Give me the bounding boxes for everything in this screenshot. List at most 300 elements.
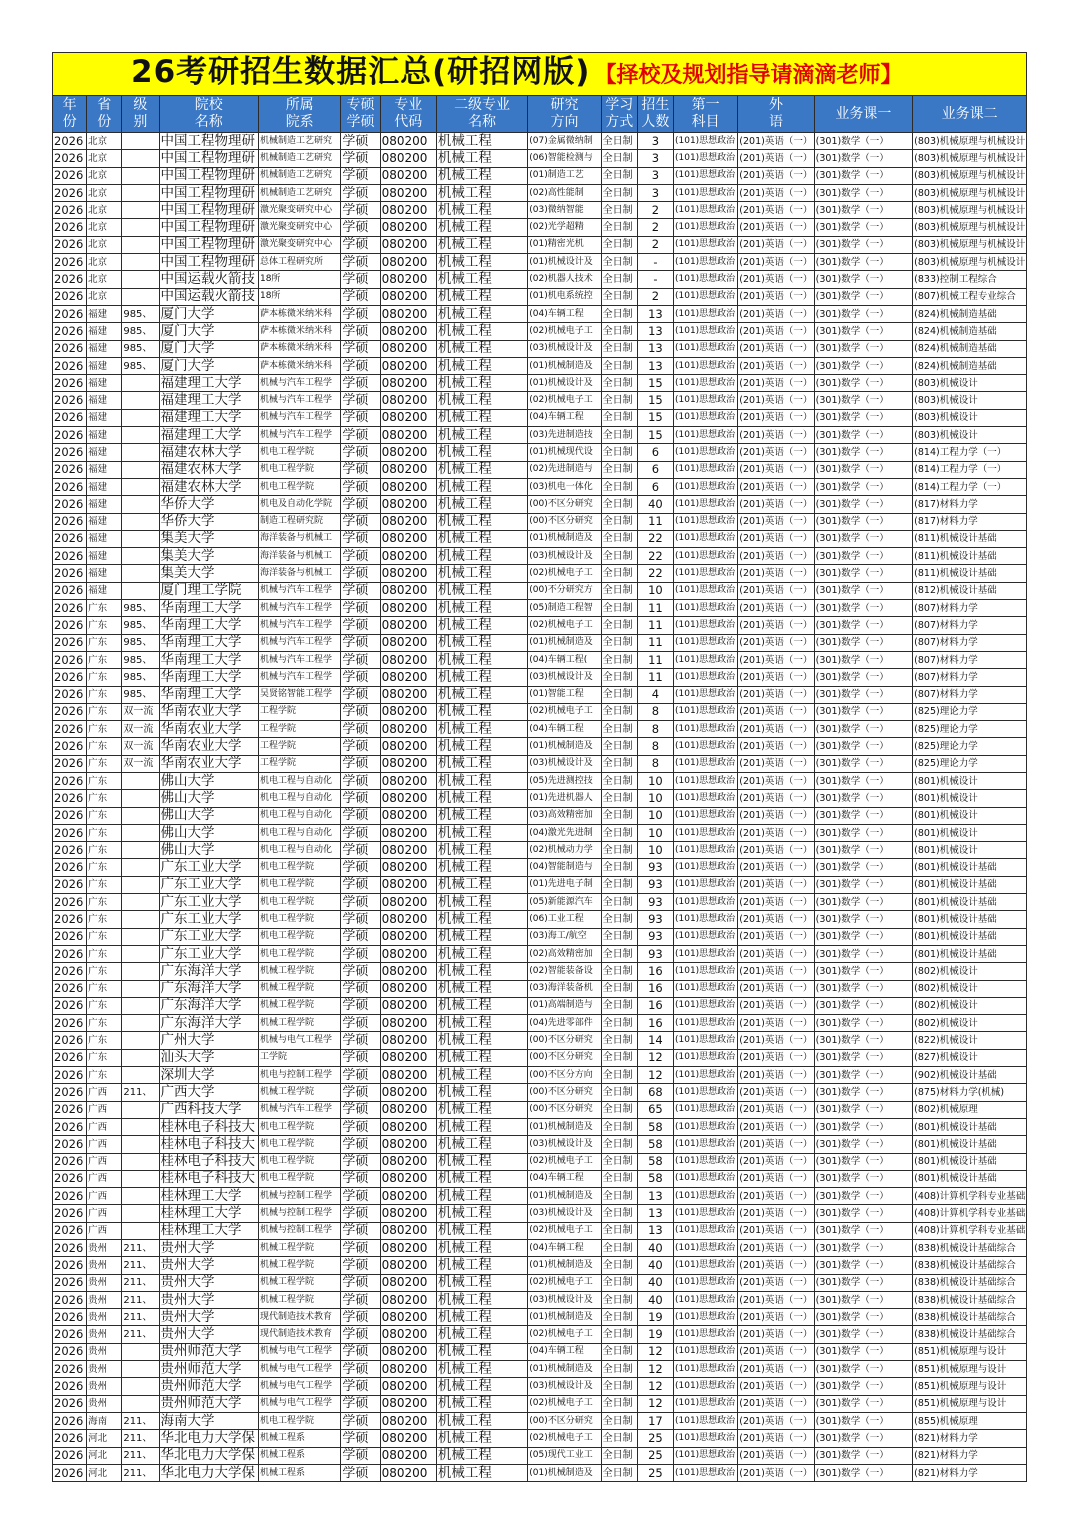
cell-course-one[interactable]: (301)数学（一） (814, 357, 912, 374)
cell-direction[interactable]: (04)车辆工程 (528, 305, 601, 322)
cell-course-one[interactable]: (301)数学（一） (814, 1170, 912, 1187)
cell-province[interactable]: 北京 (87, 254, 122, 271)
cell-study-mode[interactable]: 全日制 (601, 1084, 637, 1101)
cell-department[interactable]: 机械与汽车工程学 (258, 375, 340, 392)
cell-study-mode[interactable]: 全日制 (601, 945, 637, 962)
title-cell[interactable] (53, 53, 1027, 96)
cell-first-subject[interactable]: (101)思想政治 (673, 1170, 737, 1187)
cell-level[interactable] (122, 859, 159, 876)
cell-direction[interactable]: (01)机械制造及 (528, 634, 601, 651)
cell-year[interactable]: 2026 (53, 375, 87, 392)
cell-course-one[interactable]: (301)数学（一） (814, 340, 912, 357)
cell-department[interactable]: 萨本栋微米纳米科 (258, 340, 340, 357)
cell-level[interactable] (122, 409, 159, 426)
cell-level[interactable]: 985、 (122, 600, 159, 617)
cell-direction[interactable]: (03)机电一体化 (528, 478, 601, 495)
cell-study-mode[interactable]: 全日制 (601, 1343, 637, 1360)
cell-province[interactable]: 广东 (87, 945, 122, 962)
cell-degree-type[interactable]: 学硕 (341, 911, 380, 928)
cell-major-code[interactable]: 080200 (380, 980, 436, 997)
cell-province[interactable]: 贵州 (87, 1291, 122, 1308)
cell-foreign-language[interactable]: (201)英语（一） (738, 703, 814, 720)
cell-major-code[interactable]: 080200 (380, 530, 436, 547)
cell-course-one[interactable]: (301)数学（一） (814, 375, 912, 392)
cell-major[interactable]: 机械工程 (436, 236, 527, 253)
cell-major[interactable]: 机械工程 (436, 323, 527, 340)
cell-province[interactable]: 广西 (87, 1205, 122, 1222)
cell-degree-type[interactable]: 学硕 (341, 409, 380, 426)
cell-course-two[interactable]: (803)机械原理与机械设计 (913, 236, 1027, 253)
cell-level[interactable] (122, 894, 159, 911)
cell-first-subject[interactable]: (101)思想政治 (673, 997, 737, 1014)
cell-school[interactable]: 贵州大学 (159, 1257, 258, 1274)
cell-enroll-count[interactable]: 3 (637, 133, 673, 150)
cell-province[interactable]: 广西 (87, 1153, 122, 1170)
cell-first-subject[interactable]: (101)思想政治 (673, 634, 737, 651)
cell-major-code[interactable]: 080200 (380, 703, 436, 720)
cell-year[interactable]: 2026 (53, 1395, 87, 1412)
cell-year[interactable]: 2026 (53, 876, 87, 893)
cell-degree-type[interactable]: 学硕 (341, 703, 380, 720)
cell-degree-type[interactable]: 学硕 (341, 1395, 380, 1412)
cell-course-two[interactable]: (807)材料力学 (913, 600, 1027, 617)
cell-level[interactable] (122, 1118, 159, 1135)
cell-study-mode[interactable]: 全日制 (601, 375, 637, 392)
cell-direction[interactable]: (00)不区分研究 (528, 1032, 601, 1049)
cell-enroll-count[interactable]: 15 (637, 409, 673, 426)
cell-degree-type[interactable]: 学硕 (341, 461, 380, 478)
cell-level[interactable] (122, 807, 159, 824)
cell-year[interactable]: 2026 (53, 167, 87, 184)
cell-school[interactable]: 华北电力大学保 (159, 1430, 258, 1447)
cell-study-mode[interactable]: 全日制 (601, 1222, 637, 1239)
cell-course-two[interactable]: (821)材料力学 (913, 1464, 1027, 1481)
cell-major[interactable]: 机械工程 (436, 1395, 527, 1412)
cell-level[interactable]: 985、 (122, 323, 159, 340)
cell-direction[interactable]: (04)先进零部件 (528, 1015, 601, 1032)
cell-level[interactable]: 985、 (122, 357, 159, 374)
cell-level[interactable] (122, 288, 159, 305)
cell-year[interactable]: 2026 (53, 236, 87, 253)
cell-department[interactable]: 机械工程系 (258, 1464, 340, 1481)
cell-school[interactable]: 广西科技大学 (159, 1101, 258, 1118)
cell-direction[interactable]: (01)先进机器人 (528, 790, 601, 807)
cell-first-subject[interactable]: (101)思想政治 (673, 669, 737, 686)
cell-school[interactable]: 广东工业大学 (159, 911, 258, 928)
cell-first-subject[interactable]: (101)思想政治 (673, 375, 737, 392)
cell-department[interactable]: 机电工程学院 (258, 444, 340, 461)
cell-level[interactable]: 211、 (122, 1309, 159, 1326)
cell-study-mode[interactable]: 全日制 (601, 392, 637, 409)
cell-degree-type[interactable]: 学硕 (341, 202, 380, 219)
cell-study-mode[interactable]: 全日制 (601, 980, 637, 997)
cell-degree-type[interactable]: 学硕 (341, 1205, 380, 1222)
cell-major-code[interactable]: 080200 (380, 1464, 436, 1481)
cell-major[interactable]: 机械工程 (436, 582, 527, 599)
cell-direction[interactable]: (00)不区分研究 (528, 513, 601, 530)
cell-direction[interactable]: (03)机械设计及 (528, 1136, 601, 1153)
cell-school[interactable]: 广东工业大学 (159, 894, 258, 911)
cell-first-subject[interactable]: (101)思想政治 (673, 772, 737, 789)
cell-foreign-language[interactable]: (201)英语（一） (738, 945, 814, 962)
cell-school[interactable]: 华南理工大学 (159, 686, 258, 703)
cell-course-two[interactable]: (851)机械原理与设计 (913, 1378, 1027, 1395)
cell-level[interactable]: 985、 (122, 686, 159, 703)
cell-major-code[interactable]: 080200 (380, 582, 436, 599)
cell-major[interactable]: 机械工程 (436, 461, 527, 478)
cell-direction[interactable]: (04)车辆工程 (528, 1170, 601, 1187)
cell-major-code[interactable]: 080200 (380, 1101, 436, 1118)
cell-direction[interactable]: (01)智能工程 (528, 686, 601, 703)
cell-study-mode[interactable]: 全日制 (601, 1430, 637, 1447)
cell-department[interactable]: 激光聚变研究中心 (258, 202, 340, 219)
cell-department[interactable]: 萨本栋微米纳米科 (258, 357, 340, 374)
cell-study-mode[interactable]: 全日制 (601, 288, 637, 305)
header-direction[interactable] (528, 96, 601, 133)
cell-direction[interactable]: (02)机械电子工 (528, 1153, 601, 1170)
cell-major-code[interactable]: 080200 (380, 634, 436, 651)
cell-direction[interactable]: (03)机械设计及 (528, 1205, 601, 1222)
cell-level[interactable] (122, 1067, 159, 1084)
cell-degree-type[interactable]: 学硕 (341, 1309, 380, 1326)
cell-school[interactable]: 桂林理工大学 (159, 1188, 258, 1205)
cell-first-subject[interactable]: (101)思想政治 (673, 444, 737, 461)
cell-course-one[interactable]: (301)数学（一） (814, 1067, 912, 1084)
cell-province[interactable]: 北京 (87, 271, 122, 288)
cell-study-mode[interactable]: 全日制 (601, 1067, 637, 1084)
cell-level[interactable]: 985、 (122, 651, 159, 668)
cell-major-code[interactable]: 080200 (380, 150, 436, 167)
cell-study-mode[interactable]: 全日制 (601, 1257, 637, 1274)
cell-year[interactable]: 2026 (53, 859, 87, 876)
cell-enroll-count[interactable]: 11 (637, 651, 673, 668)
cell-degree-type[interactable]: 学硕 (341, 548, 380, 565)
cell-level[interactable] (122, 963, 159, 980)
cell-direction[interactable]: (01)机械设计及 (528, 254, 601, 271)
cell-foreign-language[interactable]: (201)英语（一） (738, 184, 814, 201)
cell-school[interactable]: 中国工程物理研 (159, 254, 258, 271)
cell-level[interactable]: 211、 (122, 1326, 159, 1343)
cell-province[interactable]: 北京 (87, 202, 122, 219)
cell-school[interactable]: 中国工程物理研 (159, 184, 258, 201)
cell-direction[interactable]: (02)机械电子工 (528, 1274, 601, 1291)
cell-level[interactable]: 211、 (122, 1274, 159, 1291)
cell-degree-type[interactable]: 学硕 (341, 1257, 380, 1274)
cell-enroll-count[interactable]: 93 (637, 876, 673, 893)
cell-department[interactable]: 萨本栋微米纳米科 (258, 305, 340, 322)
cell-enroll-count[interactable]: 16 (637, 963, 673, 980)
cell-direction[interactable]: (02)高效精密加 (528, 945, 601, 962)
cell-department[interactable]: 机械工程学院 (258, 1291, 340, 1308)
cell-course-two[interactable]: (838)机械设计基础综合 (913, 1274, 1027, 1291)
cell-degree-type[interactable]: 学硕 (341, 928, 380, 945)
cell-foreign-language[interactable]: (201)英语（一） (738, 617, 814, 634)
cell-first-subject[interactable]: (101)思想政治 (673, 651, 737, 668)
cell-level[interactable] (122, 1153, 159, 1170)
cell-first-subject[interactable]: (101)思想政治 (673, 1447, 737, 1464)
cell-study-mode[interactable]: 全日制 (601, 236, 637, 253)
cell-department[interactable]: 机械与电气工程学 (258, 1343, 340, 1360)
cell-major-code[interactable]: 080200 (380, 686, 436, 703)
cell-degree-type[interactable]: 学硕 (341, 357, 380, 374)
cell-course-one[interactable]: (301)数学（一） (814, 1326, 912, 1343)
cell-department[interactable]: 机电工程学院 (258, 894, 340, 911)
cell-level[interactable]: 双一流 (122, 738, 159, 755)
cell-degree-type[interactable]: 学硕 (341, 184, 380, 201)
cell-level[interactable] (122, 150, 159, 167)
cell-school[interactable]: 福建理工大学 (159, 427, 258, 444)
cell-first-subject[interactable]: (101)思想政治 (673, 167, 737, 184)
cell-degree-type[interactable]: 学硕 (341, 651, 380, 668)
cell-foreign-language[interactable]: (201)英语（一） (738, 772, 814, 789)
cell-major[interactable]: 机械工程 (436, 357, 527, 374)
cell-school[interactable]: 广东海洋大学 (159, 980, 258, 997)
cell-foreign-language[interactable]: (201)英语（一） (738, 427, 814, 444)
cell-year[interactable]: 2026 (53, 686, 87, 703)
cell-study-mode[interactable]: 全日制 (601, 340, 637, 357)
cell-enroll-count[interactable]: 22 (637, 548, 673, 565)
cell-province[interactable]: 广东 (87, 824, 122, 841)
cell-study-mode[interactable]: 全日制 (601, 427, 637, 444)
cell-year[interactable]: 2026 (53, 392, 87, 409)
cell-course-one[interactable]: (301)数学（一） (814, 548, 912, 565)
cell-direction[interactable]: (01)机械制造及 (528, 1118, 601, 1135)
cell-course-one[interactable]: (301)数学（一） (814, 634, 912, 651)
cell-degree-type[interactable]: 学硕 (341, 1222, 380, 1239)
cell-province[interactable]: 广东 (87, 876, 122, 893)
cell-year[interactable]: 2026 (53, 790, 87, 807)
cell-major[interactable]: 机械工程 (436, 772, 527, 789)
cell-year[interactable]: 2026 (53, 565, 87, 582)
cell-year[interactable]: 2026 (53, 634, 87, 651)
cell-direction[interactable]: (04)车辆工程 (528, 1240, 601, 1257)
cell-school[interactable]: 桂林电子科技大 (159, 1118, 258, 1135)
cell-province[interactable]: 广东 (87, 980, 122, 997)
header-year[interactable] (53, 96, 87, 133)
cell-course-one[interactable]: (301)数学（一） (814, 1015, 912, 1032)
cell-province[interactable]: 广东 (87, 894, 122, 911)
cell-major-code[interactable]: 080200 (380, 305, 436, 322)
cell-year[interactable]: 2026 (53, 133, 87, 150)
cell-first-subject[interactable]: (101)思想政治 (673, 600, 737, 617)
cell-enroll-count[interactable]: 12 (637, 1049, 673, 1066)
cell-enroll-count[interactable]: 16 (637, 997, 673, 1014)
cell-course-one[interactable]: (301)数学（一） (814, 582, 912, 599)
cell-major-code[interactable]: 080200 (380, 772, 436, 789)
cell-course-one[interactable]: (301)数学（一） (814, 1222, 912, 1239)
cell-province[interactable]: 广东 (87, 911, 122, 928)
cell-enroll-count[interactable]: 19 (637, 1326, 673, 1343)
cell-level[interactable] (122, 133, 159, 150)
cell-enroll-count[interactable]: 25 (637, 1447, 673, 1464)
cell-level[interactable] (122, 444, 159, 461)
cell-study-mode[interactable]: 全日制 (601, 357, 637, 374)
cell-study-mode[interactable]: 全日制 (601, 219, 637, 236)
cell-major[interactable]: 机械工程 (436, 669, 527, 686)
cell-study-mode[interactable]: 全日制 (601, 1015, 637, 1032)
cell-department[interactable]: 机电及自动化学院 (258, 496, 340, 513)
cell-foreign-language[interactable]: (201)英语（一） (738, 271, 814, 288)
cell-year[interactable]: 2026 (53, 703, 87, 720)
cell-study-mode[interactable]: 全日制 (601, 686, 637, 703)
cell-level[interactable] (122, 1101, 159, 1118)
cell-province[interactable]: 广东 (87, 790, 122, 807)
cell-study-mode[interactable]: 全日制 (601, 963, 637, 980)
cell-course-two[interactable]: (811)机械设计基础 (913, 565, 1027, 582)
cell-department[interactable]: 机械工程学院 (258, 1257, 340, 1274)
cell-degree-type[interactable]: 学硕 (341, 513, 380, 530)
cell-degree-type[interactable]: 学硕 (341, 1049, 380, 1066)
cell-year[interactable]: 2026 (53, 478, 87, 495)
cell-direction[interactable]: (03)机械设计及 (528, 548, 601, 565)
cell-course-one[interactable]: (301)数学（一） (814, 305, 912, 322)
cell-province[interactable]: 广东 (87, 1067, 122, 1084)
cell-course-one[interactable]: (301)数学（一） (814, 1395, 912, 1412)
cell-first-subject[interactable]: (101)思想政治 (673, 1240, 737, 1257)
cell-major-code[interactable]: 080200 (380, 997, 436, 1014)
cell-course-one[interactable]: (301)数学（一） (814, 478, 912, 495)
cell-course-two[interactable]: (801)机械设计基础 (913, 1136, 1027, 1153)
cell-major[interactable]: 机械工程 (436, 1118, 527, 1135)
cell-first-subject[interactable]: (101)思想政治 (673, 703, 737, 720)
cell-foreign-language[interactable]: (201)英语（一） (738, 1361, 814, 1378)
cell-first-subject[interactable]: (101)思想政治 (673, 565, 737, 582)
cell-course-two[interactable]: (807)机械工程专业综合 (913, 288, 1027, 305)
cell-province[interactable]: 广东 (87, 600, 122, 617)
cell-study-mode[interactable]: 全日制 (601, 790, 637, 807)
cell-school[interactable]: 华南农业大学 (159, 755, 258, 772)
cell-major[interactable]: 机械工程 (436, 1170, 527, 1187)
cell-first-subject[interactable]: (101)思想政治 (673, 496, 737, 513)
cell-province[interactable]: 福建 (87, 513, 122, 530)
cell-school[interactable]: 佛山大学 (159, 772, 258, 789)
cell-department[interactable]: 工程学院 (258, 721, 340, 738)
cell-major[interactable]: 机械工程 (436, 409, 527, 426)
cell-school[interactable]: 桂林理工大学 (159, 1222, 258, 1239)
cell-year[interactable]: 2026 (53, 1378, 87, 1395)
cell-enroll-count[interactable]: 13 (637, 1205, 673, 1222)
cell-direction[interactable]: (02)先进制造与 (528, 461, 601, 478)
cell-department[interactable]: 机械工程学院 (258, 1084, 340, 1101)
cell-foreign-language[interactable]: (201)英语（一） (738, 254, 814, 271)
cell-province[interactable]: 广东 (87, 928, 122, 945)
cell-level[interactable]: 211、 (122, 1291, 159, 1308)
cell-first-subject[interactable]: (101)思想政治 (673, 254, 737, 271)
cell-level[interactable] (122, 928, 159, 945)
cell-year[interactable]: 2026 (53, 738, 87, 755)
cell-course-two[interactable]: (821)材料力学 (913, 1447, 1027, 1464)
cell-department[interactable]: 机械工程学院 (258, 980, 340, 997)
cell-degree-type[interactable]: 学硕 (341, 305, 380, 322)
cell-major-code[interactable]: 080200 (380, 1188, 436, 1205)
cell-degree-type[interactable]: 学硕 (341, 375, 380, 392)
cell-school[interactable]: 厦门大学 (159, 340, 258, 357)
cell-province[interactable]: 广东 (87, 738, 122, 755)
cell-department[interactable]: 机电工程与自动化 (258, 772, 340, 789)
cell-major-code[interactable]: 080200 (380, 392, 436, 409)
cell-major-code[interactable]: 080200 (380, 340, 436, 357)
cell-first-subject[interactable]: (101)思想政治 (673, 409, 737, 426)
cell-degree-type[interactable]: 学硕 (341, 1032, 380, 1049)
cell-course-two[interactable]: (801)机械设计 (913, 772, 1027, 789)
cell-direction[interactable]: (01)机电系统控 (528, 288, 601, 305)
cell-study-mode[interactable]: 全日制 (601, 1447, 637, 1464)
cell-major[interactable]: 机械工程 (436, 150, 527, 167)
cell-major-code[interactable]: 080200 (380, 963, 436, 980)
cell-course-one[interactable]: (301)数学（一） (814, 202, 912, 219)
cell-foreign-language[interactable]: (201)英语（一） (738, 928, 814, 945)
cell-course-one[interactable]: (301)数学（一） (814, 703, 912, 720)
cell-school[interactable]: 贵州大学 (159, 1291, 258, 1308)
cell-province[interactable]: 广西 (87, 1136, 122, 1153)
cell-province[interactable]: 贵州 (87, 1257, 122, 1274)
cell-level[interactable] (122, 790, 159, 807)
cell-first-subject[interactable]: (101)思想政治 (673, 288, 737, 305)
cell-level[interactable] (122, 1205, 159, 1222)
cell-course-two[interactable]: (807)材料力学 (913, 686, 1027, 703)
cell-foreign-language[interactable]: (201)英语（一） (738, 755, 814, 772)
cell-year[interactable]: 2026 (53, 548, 87, 565)
cell-degree-type[interactable]: 学硕 (341, 582, 380, 599)
cell-department[interactable]: 机械与汽车工程学 (258, 617, 340, 634)
cell-province[interactable]: 广东 (87, 686, 122, 703)
cell-course-one[interactable]: (301)数学（一） (814, 565, 912, 582)
cell-first-subject[interactable]: (101)思想政治 (673, 305, 737, 322)
cell-course-two[interactable]: (814)工程力学（一） (913, 444, 1027, 461)
cell-school[interactable]: 华南理工大学 (159, 600, 258, 617)
cell-course-one[interactable]: (301)数学（一） (814, 254, 912, 271)
cell-enroll-count[interactable]: 2 (637, 288, 673, 305)
cell-department[interactable]: 萨本栋微米纳米科 (258, 323, 340, 340)
cell-province[interactable]: 广西 (87, 1170, 122, 1187)
cell-course-one[interactable]: (301)数学（一） (814, 444, 912, 461)
cell-course-two[interactable]: (838)机械设计基础综合 (913, 1326, 1027, 1343)
cell-school[interactable]: 广东海洋大学 (159, 997, 258, 1014)
cell-foreign-language[interactable]: (201)英语（一） (738, 219, 814, 236)
cell-foreign-language[interactable]: (201)英语（一） (738, 1378, 814, 1395)
cell-direction[interactable]: (02)机械电子工 (528, 323, 601, 340)
cell-course-one[interactable]: (301)数学（一） (814, 288, 912, 305)
cell-enroll-count[interactable]: 10 (637, 772, 673, 789)
cell-foreign-language[interactable]: (201)英语（一） (738, 340, 814, 357)
cell-study-mode[interactable]: 全日制 (601, 1378, 637, 1395)
cell-study-mode[interactable]: 全日制 (601, 565, 637, 582)
cell-enroll-count[interactable]: 6 (637, 444, 673, 461)
cell-course-two[interactable]: (825)理论力学 (913, 703, 1027, 720)
cell-foreign-language[interactable]: (201)英语（一） (738, 1240, 814, 1257)
cell-department[interactable]: 机电工程学院 (258, 461, 340, 478)
cell-course-two[interactable]: (802)机械设计 (913, 980, 1027, 997)
cell-province[interactable]: 广西 (87, 1188, 122, 1205)
cell-school[interactable]: 厦门大学 (159, 323, 258, 340)
cell-level[interactable]: 211、 (122, 1240, 159, 1257)
cell-major[interactable]: 机械工程 (436, 1136, 527, 1153)
cell-course-one[interactable]: (301)数学（一） (814, 271, 912, 288)
cell-degree-type[interactable]: 学硕 (341, 1361, 380, 1378)
cell-study-mode[interactable]: 全日制 (601, 721, 637, 738)
cell-level[interactable] (122, 1170, 159, 1187)
cell-course-one[interactable]: (301)数学（一） (814, 133, 912, 150)
cell-study-mode[interactable]: 全日制 (601, 133, 637, 150)
cell-major[interactable]: 机械工程 (436, 859, 527, 876)
cell-first-subject[interactable]: (101)思想政治 (673, 721, 737, 738)
cell-course-two[interactable]: (801)机械设计基础 (913, 894, 1027, 911)
cell-first-subject[interactable]: (101)思想政治 (673, 133, 737, 150)
cell-study-mode[interactable]: 全日制 (601, 305, 637, 322)
cell-year[interactable]: 2026 (53, 427, 87, 444)
cell-enroll-count[interactable]: 93 (637, 945, 673, 962)
cell-course-two[interactable]: (802)机械设计 (913, 963, 1027, 980)
